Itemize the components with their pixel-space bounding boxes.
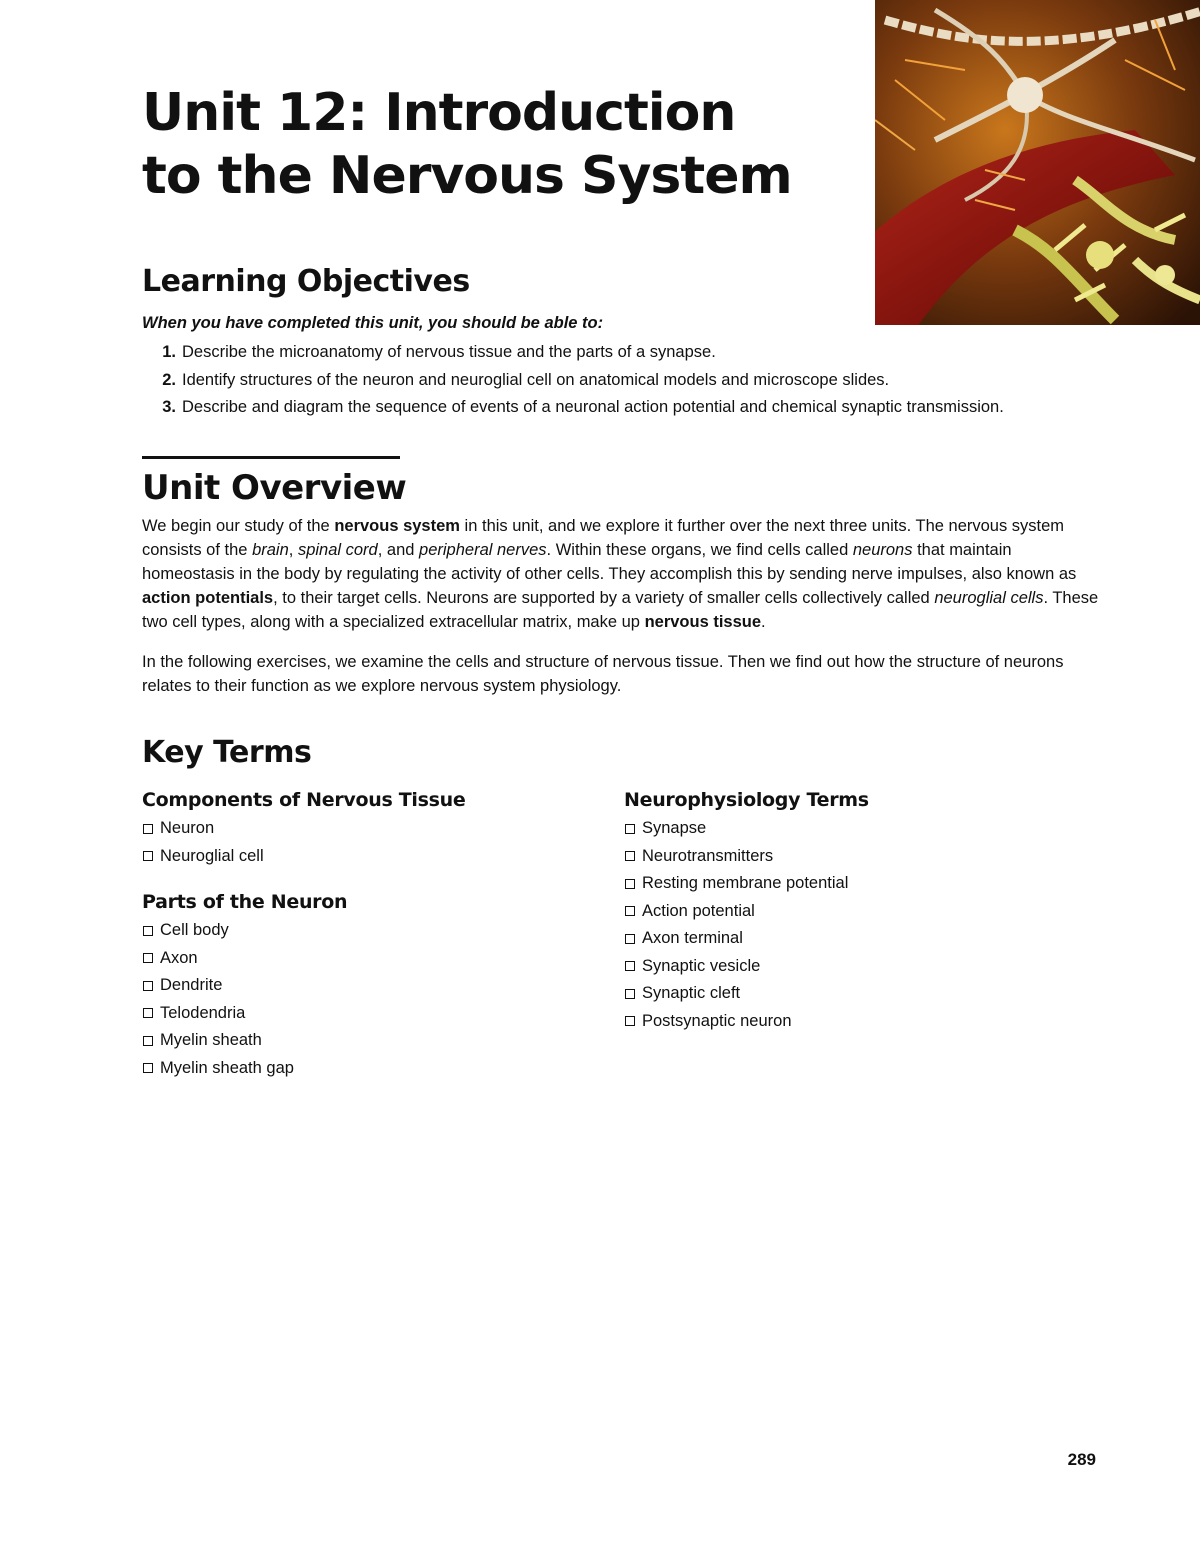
page-number: 289 [1067, 1450, 1096, 1469]
parts-heading: Parts of the Neuron [142, 891, 348, 913]
learning-objectives-intro: When you have completed this unit, you should be able to: [142, 314, 604, 332]
checkbox-icon[interactable] [625, 989, 635, 999]
text-run: , [288, 541, 298, 559]
term-brain: brain [252, 541, 289, 559]
objective-text: Identify structures of the neuron and neuroglial cell on anatomical models and microscope slides. [182, 370, 890, 389]
checklist-item[interactable] [624, 925, 1084, 953]
checklist-item[interactable] [624, 1008, 1084, 1036]
checklist-label: Dendrite [160, 976, 223, 994]
learning-objectives-list [142, 339, 1004, 422]
text-run: . These two cell types, along with a specialized extracellular matrix, make up [142, 589, 1099, 631]
checklist-label: Synapse [642, 819, 707, 837]
checklist-item[interactable] [142, 815, 582, 843]
page-title-line-2: to the Nervous System [142, 146, 792, 206]
components-list [142, 815, 582, 870]
term-spinal-cord: spinal cord [297, 541, 378, 559]
checklist-label: Postsynaptic neuron [642, 1011, 792, 1030]
learning-objectives-heading: Learning Objectives [142, 264, 470, 299]
checkbox-icon[interactable] [625, 1016, 635, 1026]
checklist-item[interactable] [624, 980, 1084, 1008]
checkbox-icon[interactable] [143, 851, 153, 861]
checkbox-icon[interactable] [625, 906, 635, 916]
objective-number: 1. [162, 343, 176, 361]
checklist-item[interactable] [142, 843, 582, 871]
checkbox-icon[interactable] [143, 1063, 153, 1073]
checkbox-icon[interactable] [625, 961, 635, 971]
objective-item [142, 339, 1004, 367]
overview-paragraph-1 [142, 514, 1102, 634]
checklist-item[interactable] [142, 945, 582, 973]
checklist-item[interactable] [624, 898, 1084, 926]
unit-overview-heading: Unit Overview [142, 468, 407, 508]
term-neurons: neurons [852, 541, 913, 559]
checkbox-icon[interactable] [625, 934, 635, 944]
checkbox-icon[interactable] [143, 1036, 153, 1046]
objective-number: 3. [162, 398, 176, 416]
checklist-item[interactable] [624, 843, 1084, 871]
neurophysiology-list [624, 815, 1084, 1035]
overview-paragraph-2: In the following exercises, we examine the cells and structure of nervous tissue. Then we find out how the structure of neurons relates to their function as we explore nervous system physiology. [142, 653, 1064, 695]
checkbox-icon[interactable] [625, 824, 635, 834]
checkbox-icon[interactable] [143, 824, 153, 834]
parts-list [142, 917, 582, 1082]
neuron-illustration [875, 0, 1200, 325]
checklist-label: Action potential [642, 901, 755, 920]
page-title [142, 82, 842, 208]
checklist-item[interactable] [142, 1027, 582, 1055]
checklist-label: Myelin sheath [160, 1031, 262, 1049]
term-action-potentials: action potentials [142, 589, 274, 607]
term-neuroglial-cells: neuroglial cells [934, 589, 1044, 607]
key-terms-heading: Key Terms [142, 735, 312, 770]
checklist-item[interactable] [142, 917, 582, 945]
checklist-label: Synaptic cleft [642, 984, 741, 1002]
objective-item [142, 367, 1004, 395]
objective-item [142, 394, 1004, 422]
objective-text: Describe and diagram the sequence of events of a neuronal action potential and chemical synaptic transmission. [182, 398, 1004, 416]
neurophysiology-heading: Neurophysiology Terms [624, 789, 869, 811]
checklist-label: Synaptic vesicle [642, 956, 761, 975]
text-run: , to their target cells. Neurons are supported by a variety of smaller cells collectively called [273, 589, 935, 607]
term-nervous-tissue: nervous tissue [644, 613, 762, 631]
checklist-label: Telodendria [160, 1003, 246, 1022]
objective-number: 2. [162, 370, 176, 389]
checkbox-icon[interactable] [625, 879, 635, 889]
term-peripheral-nerves: peripheral nerves [419, 541, 547, 559]
text-run: in this unit, and we explore it further over the next three units. The nervous system consists of the [142, 517, 1065, 559]
checklist-item[interactable] [624, 953, 1084, 981]
checklist-label: Axon [160, 948, 198, 967]
checklist-label: Neurotransmitters [642, 846, 774, 865]
checklist-item[interactable] [142, 972, 582, 1000]
checklist-label: Myelin sheath gap [160, 1058, 294, 1077]
checklist-item[interactable] [624, 815, 1084, 843]
text-run: We begin our study of the [142, 517, 335, 535]
objective-text: Describe the microanatomy of nervous tissue and the parts of a synapse. [182, 343, 716, 361]
page-title-line-1: Unit 12: Introduction [142, 83, 736, 143]
checklist-label: Neuron [160, 819, 215, 837]
parts-section [142, 889, 582, 1082]
text-run: , and [377, 541, 420, 559]
checkbox-icon[interactable] [143, 953, 153, 963]
checklist-item[interactable] [142, 1055, 582, 1083]
checklist-item[interactable] [142, 1000, 582, 1028]
checkbox-icon[interactable] [143, 1008, 153, 1018]
checkbox-icon[interactable] [143, 981, 153, 991]
text-run: . Within these organs, we find cells called [546, 541, 853, 559]
checkbox-icon[interactable] [625, 851, 635, 861]
checklist-item[interactable] [624, 870, 1084, 898]
checklist-label: Neuroglial cell [160, 846, 264, 865]
section-divider [142, 456, 400, 459]
neurophysiology-section [624, 787, 1084, 1035]
components-section [142, 787, 582, 870]
checkbox-icon[interactable] [143, 926, 153, 936]
checklist-label: Axon terminal [642, 929, 743, 947]
text-run: . [761, 613, 766, 631]
text-run: that maintain homeostasis in the body by regulating the activity of other cells. They accomplish this by sending nerve impulses, also known as [142, 541, 1077, 583]
checklist-label: Resting membrane potential [642, 874, 849, 892]
term-nervous-system: nervous system [334, 517, 460, 535]
checklist-label: Cell body [160, 921, 229, 939]
components-heading: Components of Nervous Tissue [142, 789, 466, 811]
